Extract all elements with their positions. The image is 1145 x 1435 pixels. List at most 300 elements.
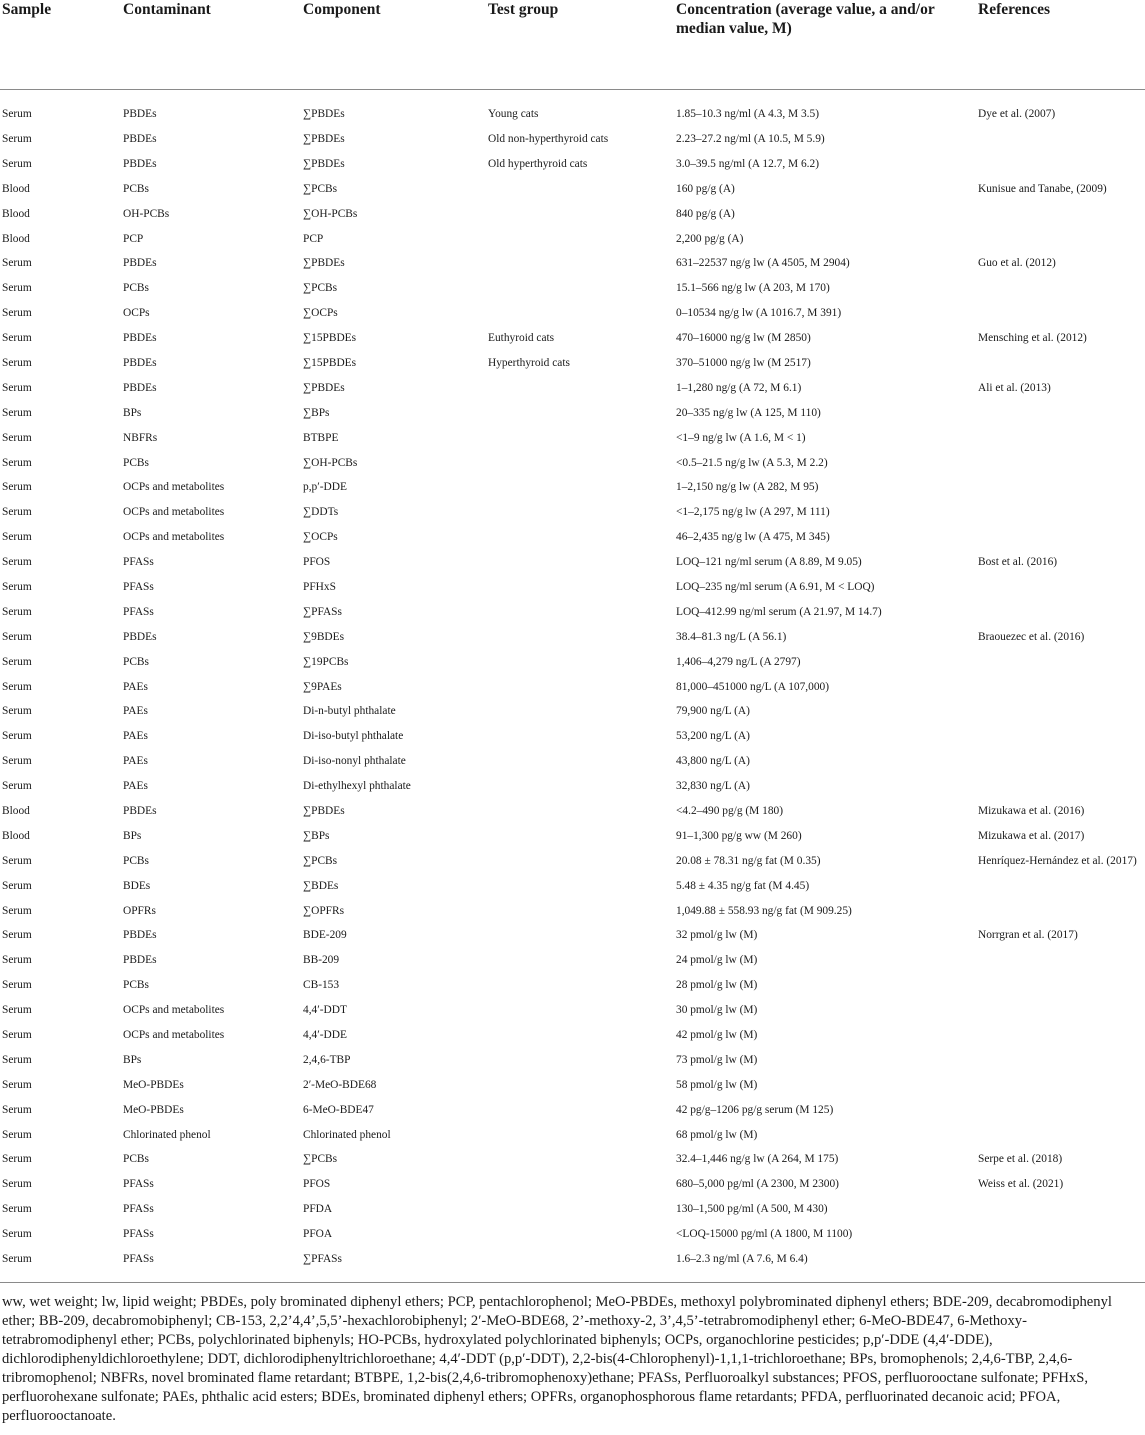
table-row [0,824,1145,849]
cell-test-group: Hyperthyroid cats [488,356,570,369]
cell-contaminant: PBDEs [123,356,157,369]
cell-test-group [486,899,674,924]
cell-test-group [486,301,674,326]
cell-reference [976,749,1145,774]
cell-test-group [486,1172,674,1197]
cell-contaminant: PCBs [123,282,149,295]
cell-test-group [486,849,674,874]
cell-component: Di-n-butyl phthalate [303,705,396,718]
cell-component: PCP [303,232,324,245]
cell-reference [976,600,1145,625]
table-row [0,749,1145,774]
table-row [0,1172,1145,1197]
cell-concentration: 24 pmol/g lw (M) [676,954,758,967]
cell-concentration: 3.0–39.5 ng/ml (A 12.7, M 6.2) [676,157,820,170]
cell-contaminant: OPFRs [123,904,156,917]
cell-contaminant: MeO-PBDEs [123,1103,184,1116]
cell-concentration: <0.5–21.5 ng/g lw (A 5.3, M 2.2) [676,456,828,469]
cell-concentration: 20.08 ± 78.31 ng/g fat (M 0.35) [676,854,821,867]
table-row [0,90,1145,128]
table-row [0,973,1145,998]
cell-contaminant: PBDEs [123,929,157,942]
cell-component: PFDA [303,1203,333,1216]
cell-sample: Serum [2,356,32,369]
cell-test-group: Old non-hyperthyroid cats [488,132,609,145]
table-row [0,650,1145,675]
cell-contaminant: PCBs [123,979,149,992]
cell-reference: Weiss et al. (2021) [978,1178,1064,1191]
cell-test-group [486,1098,674,1123]
cell-test-group [486,1073,674,1098]
cell-component: ∑PBDEs [303,108,345,120]
cell-component: ∑OPFRs [303,904,345,917]
cell-test-group [486,202,674,227]
header-row [0,0,1145,90]
cell-concentration: 5.48 ± 4.35 ng/g fat (M 4.45) [676,879,810,892]
cell-sample: Serum [2,680,32,693]
cell-test-group [486,475,674,500]
cell-component: ∑OH-PCBs [303,207,358,220]
cell-sample: Serum [2,456,32,469]
cell-test-group [486,426,674,451]
cell-contaminant: OH-PCBs [123,207,170,220]
cell-component: ∑PCBs [303,182,338,195]
cell-sample: Serum [2,1078,32,1091]
cell-reference: Bost et al. (2016) [978,556,1058,569]
cell-contaminant: PFASs [123,605,154,618]
table-row [0,575,1145,600]
cell-reference [976,152,1145,177]
cell-component: CB-153 [303,979,340,992]
cell-component: ∑OCPs [303,307,338,320]
cell-sample: Serum [2,332,32,345]
cell-sample: Serum [2,381,32,394]
cell-sample: Serum [2,481,32,494]
cell-sample: Serum [2,556,32,569]
cell-reference [976,1123,1145,1148]
cell-contaminant: OCPs and metabolites [123,1004,225,1017]
cell-test-group [486,600,674,625]
cell-concentration: 370–51000 ng/g lw (M 2517) [676,356,811,369]
cell-concentration: <1–2,175 ng/g lw (A 297, M 111) [676,506,830,519]
cell-concentration: 631–22537 ng/g lw (A 4505, M 2904) [676,257,850,270]
cell-test-group [486,824,674,849]
cell-component: Chlorinated phenol [303,1128,391,1141]
cell-contaminant: OCPs and metabolites [123,481,225,494]
cell-concentration: LOQ–412.99 ng/ml serum (A 21.97, M 14.7) [676,605,882,618]
cell-contaminant: PFASs [123,1228,154,1241]
header-test-group: Test group [486,0,674,90]
cell-contaminant: PAEs [123,705,148,718]
table-row [0,924,1145,949]
cell-sample: Serum [2,1029,32,1041]
header-sample: Sample [0,0,121,90]
table-footnote: ww, wet weight; lw, lipid weight; PBDEs, poly brominated diphenyl ethers; PCP, pentachlorophenol; MeO-PBDEs, methoxyl polybrominated diphenyl ethers; BDE-209, decabromodiphenyl ether; BB-209, decabromobiphenyl; CB-153, 2,2’4,4’,5,5’-hexachlorobiphenyl; 2′-MeO-BDE68, 2’-methoxy-2, 3’,4,5’-tetrabromodiphenyl ether; 6-MeO-BDE47, 6-Methoxy-tetrabromodiphenyl ether; PCBs, polychlorinated biphenyls; HO-PCBs, hydroxylated polychlorinated biphenyls; OCPs, organochlorine pesticides; p,p′-DDE (4,4′-DDE), dichlorodiphenyldichloroethylene; DDT, dichlorodiphenyltrichloroethane; 4,4′-DDT (p,p′-DDT), 2,2-bis(4-Chlorophenyl)-1,1,1-trichloroethane; BPs, bromophenols; 2,4,6-TBP, 2,4,6-tribromophenol; NBFRs, novel brominated flame retardant; BTBPE, 1,2-bis(2,4,6-tribromophenoxy)ethane; PFASs, Perfluoroalkyl substances; PFOS, perfluorooctane sulfonate; PFHxS, perfluorohexane sulfonate; PAEs, phthalic acid esters; BDEs, brominated diphenyl ethers; OPFRs, organophosphorous flame retardants; PFDA, perfluorinated decanoic acid; PFOA, perfluorooctanoate. [2,1293,1112,1424]
cell-concentration: 30 pmol/g lw (M) [676,1004,758,1017]
cell-concentration: 32,830 ng/L (A) [676,780,750,793]
cell-reference [976,973,1145,998]
cell-sample: Serum [2,282,32,295]
cell-test-group [486,948,674,973]
cell-test-group [486,401,674,426]
cell-reference [976,575,1145,600]
cell-component: Di-iso-butyl phthalate [303,730,404,743]
table-row [0,251,1145,276]
cell-contaminant: PCBs [123,854,149,867]
cell-component: Di-ethylhexyl phthalate [303,780,411,793]
cell-sample: Serum [2,904,32,917]
table-row [0,550,1145,575]
cell-sample: Serum [2,506,32,519]
table-row [0,376,1145,401]
cell-reference [976,1247,1145,1280]
cell-component: ∑PBDEs [303,381,345,394]
cell-sample: Serum [2,630,32,643]
cell-contaminant: PBDEs [123,108,157,120]
table-row [0,724,1145,749]
table-row [0,177,1145,202]
cell-sample: Blood [2,207,30,220]
header-concentration: Concentration (average value, a and/or median value, M) [674,0,976,90]
cell-component: 2′-MeO-BDE68 [303,1078,377,1091]
cell-sample: Serum [2,1103,32,1116]
cell-test-group [486,724,674,749]
cell-sample: Serum [2,1178,32,1191]
cell-component: ∑OH-PCBs [303,456,358,469]
cell-reference [976,1048,1145,1073]
table-row [0,1197,1145,1222]
cell-contaminant: PBDEs [123,332,157,345]
cell-component: ∑PFASs [303,605,342,618]
table-row [0,1123,1145,1148]
table-row [0,874,1145,899]
cell-sample: Serum [2,780,32,793]
cell-test-group [486,924,674,949]
cell-component: 4,4′-DDE [303,1029,347,1041]
cell-concentration: 38.4–81.3 ng/L (A 56.1) [676,630,787,643]
cell-reference [976,675,1145,700]
cell-concentration: 1.85–10.3 ng/ml (A 4.3, M 3.5) [676,108,820,120]
table-row [0,525,1145,550]
cell-test-group: Euthyroid cats [488,332,555,345]
cell-component: ∑9PAEs [303,680,342,693]
cell-test-group [486,376,674,401]
cell-test-group [486,227,674,252]
cell-reference [976,1098,1145,1123]
cell-test-group [486,276,674,301]
cell-contaminant: PCBs [123,1153,149,1166]
cell-sample: Serum [2,1253,32,1266]
table-row [0,500,1145,525]
cell-test-group [486,774,674,799]
cell-test-group [486,251,674,276]
cell-component: ∑BPs [303,406,330,419]
table-row [0,451,1145,476]
cell-reference [976,998,1145,1023]
cell-contaminant: BDEs [123,879,151,892]
table-row [0,625,1145,650]
cell-reference: Mensching et al. (2012) [978,332,1087,345]
cell-component: ∑15PBDEs [303,356,357,369]
cell-test-group [486,1197,674,1222]
cell-reference [976,202,1145,227]
table-row [0,1222,1145,1247]
cell-concentration: 42 pg/g–1206 pg/g serum (M 125) [676,1103,834,1116]
table-row [0,600,1145,625]
cell-test-group [486,550,674,575]
cell-test-group [486,1247,674,1280]
cell-reference: Serpe et al. (2018) [978,1153,1063,1166]
table-row [0,276,1145,301]
cell-contaminant: PFASs [123,1203,154,1216]
table-row [0,899,1145,924]
cell-contaminant: OCPs and metabolites [123,1029,225,1041]
cell-reference: Kunisue and Tanabe, (2009) [978,182,1107,195]
cell-sample: Serum [2,954,32,967]
cell-reference [976,699,1145,724]
cell-component: PFOA [303,1228,333,1241]
cell-concentration: 20–335 ng/g lw (A 125, M 110) [676,406,821,419]
cell-component: ∑19PCBs [303,655,349,668]
table-row [0,475,1145,500]
cell-sample: Blood [2,182,30,195]
cell-sample: Serum [2,1053,32,1066]
cell-component: ∑BPs [303,829,330,842]
cell-component: ∑PBDEs [303,132,345,145]
cell-contaminant: BPs [123,829,142,842]
cell-contaminant: PCBs [123,182,149,195]
cell-component: ∑PBDEs [303,804,345,817]
cell-contaminant: PBDEs [123,381,157,394]
cell-contaminant: PBDEs [123,257,157,270]
cell-reference [976,227,1145,252]
cell-reference [976,351,1145,376]
table-header [0,0,1145,90]
cell-reference: Guo et al. (2012) [978,257,1056,270]
cell-sample: Serum [2,605,32,618]
cell-reference [976,899,1145,924]
cell-contaminant: OCPs [123,307,150,320]
cell-component: ∑15PBDEs [303,332,357,345]
cell-test-group [486,451,674,476]
cell-sample: Serum [2,307,32,320]
cell-concentration: 2.23–27.2 ng/ml (A 10.5, M 5.9) [676,132,825,145]
cell-component: BB-209 [303,954,340,967]
cell-concentration: 68 pmol/g lw (M) [676,1128,758,1141]
cell-concentration: 130–1,500 pg/ml (A 500, M 430) [676,1203,828,1216]
cell-sample: Serum [2,431,32,444]
cell-concentration: 1,049.88 ± 558.93 ng/g fat (M 909.25) [676,904,852,917]
cell-sample: Serum [2,879,32,892]
cell-reference [976,401,1145,426]
cell-reference [976,451,1145,476]
cell-concentration: 1–2,150 ng/g lw (A 282, M 95) [676,481,819,494]
cell-sample: Serum [2,929,32,942]
cell-component: ∑PCBs [303,854,338,867]
cell-concentration: 43,800 ng/L (A) [676,755,750,768]
cell-sample: Serum [2,108,32,120]
cell-component: ∑PFASs [303,1253,342,1266]
cell-reference: Norrgran et al. (2017) [978,929,1078,942]
cell-component: p,p′-DDE [303,481,347,494]
cell-component: ∑9BDEs [303,630,345,643]
cell-contaminant: OCPs and metabolites [123,531,225,544]
table-row [0,227,1145,252]
cell-contaminant: PAEs [123,780,148,793]
cell-sample: Serum [2,406,32,419]
cell-test-group [486,699,674,724]
cell-reference [976,127,1145,152]
cell-sample: Serum [2,1153,32,1166]
cell-concentration: 840 pg/g (A) [676,207,735,220]
cell-sample: Serum [2,1004,32,1017]
cell-test-group [486,973,674,998]
cell-concentration: 28 pmol/g lw (M) [676,979,758,992]
header-contaminant: Contaminant [121,0,301,90]
table-row [0,1148,1145,1173]
cell-component: 6-MeO-BDE47 [303,1103,374,1116]
cell-concentration: 42 pmol/g lw (M) [676,1029,758,1041]
cell-concentration: 73 pmol/g lw (M) [676,1053,758,1066]
cell-sample: Serum [2,1228,32,1241]
cell-test-group [486,1123,674,1148]
cell-test-group [486,650,674,675]
cell-test-group [486,998,674,1023]
cell-contaminant: OCPs and metabolites [123,506,225,519]
header-references: References [976,0,1145,90]
cell-concentration: 79,900 ng/L (A) [676,705,750,718]
cell-test-group [486,749,674,774]
cell-reference [976,774,1145,799]
cell-sample: Blood [2,232,30,245]
table-row [0,401,1145,426]
cell-sample: Serum [2,580,32,593]
cell-test-group [486,874,674,899]
cell-component: PFOS [303,556,331,569]
cell-component: ∑DDTs [303,506,339,519]
cell-sample: Serum [2,531,32,544]
cell-contaminant: PFASs [123,1253,154,1266]
cell-contaminant: PFASs [123,1178,154,1191]
cell-concentration: 32 pmol/g lw (M) [676,929,758,942]
cell-reference [976,301,1145,326]
cell-reference: Ali et al. (2013) [978,381,1051,394]
cell-concentration: 91–1,300 pg/g ww (M 260) [676,829,802,842]
cell-test-group [486,177,674,202]
cell-reference [976,948,1145,973]
cell-concentration: 1,406–4,279 ng/L (A 2797) [676,655,801,668]
cell-test-group [486,500,674,525]
cell-component: ∑BDEs [303,879,339,892]
cell-reference [976,276,1145,301]
cell-reference: Dye et al. (2007) [978,108,1056,120]
cell-reference [976,1023,1145,1048]
cell-component: Di-iso-nonyl phthalate [303,755,406,768]
cell-concentration: LOQ–235 ng/ml serum (A 6.91, M < LOQ) [676,580,875,593]
cell-sample: Serum [2,755,32,768]
cell-contaminant: PAEs [123,730,148,743]
cell-contaminant: PBDEs [123,157,157,170]
cell-contaminant: NBFRs [123,431,158,444]
cell-reference: Henríquez-Hernández et al. (2017) [978,854,1137,867]
table-row [0,1247,1145,1280]
cell-component: ∑PBDEs [303,257,345,270]
table-row [0,1073,1145,1098]
cell-component: 4,4′-DDT [303,1004,347,1017]
table-row [0,1048,1145,1073]
cell-sample: Serum [2,157,32,170]
cell-concentration: 1–1,280 ng/g (A 72, M 6.1) [676,381,802,394]
table-row [0,301,1145,326]
cell-contaminant: PFASs [123,580,154,593]
cell-concentration: 58 pmol/g lw (M) [676,1078,758,1091]
cell-test-group [486,1222,674,1247]
table-row [0,948,1145,973]
cell-sample: Blood [2,804,30,817]
cell-concentration: 160 pg/g (A) [676,182,735,195]
table-row [0,426,1145,451]
cell-contaminant: PBDEs [123,954,157,967]
table-row [0,774,1145,799]
cell-component: ∑PCBs [303,282,338,295]
cell-concentration: 2,200 pg/g (A) [676,232,744,245]
cell-sample: Serum [2,1203,32,1216]
cell-contaminant: MeO-PBDEs [123,1078,184,1091]
table-row [0,127,1145,152]
table-row [0,1098,1145,1123]
cell-test-group [486,625,674,650]
cell-concentration: 470–16000 ng/g lw (M 2850) [676,332,811,345]
cell-component: ∑OCPs [303,531,338,544]
cell-test-group [486,575,674,600]
cell-reference [976,1073,1145,1098]
cell-sample: Serum [2,705,32,718]
cell-concentration: 15.1–566 ng/g lw (A 203, M 170) [676,282,830,295]
table-row [0,675,1145,700]
cell-sample: Serum [2,730,32,743]
cell-concentration: 0–10534 ng/g lw (A 1016.7, M 391) [676,307,842,320]
cell-concentration: <1–9 ng/g lw (A 1.6, M < 1) [676,431,806,444]
table-row [0,998,1145,1023]
cell-test-group [486,525,674,550]
cell-concentration: 32.4–1,446 ng/g lw (A 264, M 175) [676,1153,839,1166]
cell-component: 2,4,6-TBP [303,1053,351,1066]
cell-component: PFOS [303,1178,331,1191]
cell-reference [976,500,1145,525]
table-row [0,202,1145,227]
header-component: Component [301,0,486,90]
cell-reference [976,1197,1145,1222]
cell-test-group [486,1048,674,1073]
cell-test-group [486,1023,674,1048]
cell-contaminant: Chlorinated phenol [123,1128,211,1141]
cell-component: ∑PCBs [303,1153,338,1166]
cell-sample: Serum [2,1128,32,1141]
cell-sample: Serum [2,854,32,867]
table-row [0,152,1145,177]
cell-sample: Serum [2,655,32,668]
cell-concentration: LOQ–121 ng/ml serum (A 8.89, M 9.05) [676,556,862,569]
cell-contaminant: PBDEs [123,630,157,643]
cell-contaminant: PAEs [123,680,148,693]
cell-component: BTBPE [303,431,339,444]
cell-component: ∑PBDEs [303,157,345,170]
cell-sample: Serum [2,257,32,270]
table-row [0,849,1145,874]
cell-contaminant: BPs [123,1053,142,1066]
cell-concentration: 81,000–451000 ng/L (A 107,000) [676,680,830,693]
cell-concentration: 1.6–2.3 ng/ml (A 7.6, M 6.4) [676,1253,808,1266]
